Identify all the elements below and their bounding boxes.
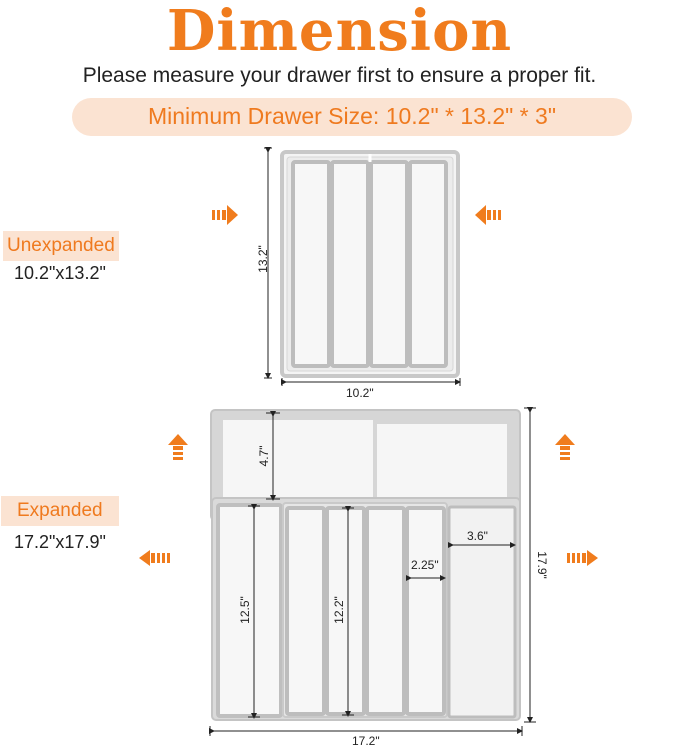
page-subtitle: Please measure your drawer first to ensure a proper fit. (82, 64, 597, 87)
page-title: Dimension (166, 0, 513, 64)
arrow-right-icon (567, 550, 598, 566)
arrow-left-icon (139, 550, 170, 566)
unexpanded-height-label: 13.2" (256, 245, 270, 273)
minimum-size-text: Minimum Drawer Size: 10.2" * 13.2" * 3" (148, 103, 556, 129)
expanded-height-label: 17.9" (535, 551, 549, 579)
expanded-left-compartment-label: 12.5" (238, 596, 252, 624)
arrow-right-icon (212, 205, 238, 225)
expanded-label: Expanded (1, 496, 119, 526)
unexpanded-size: 10.2"x13.2" (14, 263, 106, 283)
unexpanded-width-label: 10.2" (346, 386, 374, 400)
expanded-middle-compartment-label: 12.2" (332, 596, 346, 624)
unexpanded-label: Unexpanded (3, 231, 119, 261)
arrow-left-icon (475, 205, 501, 225)
expanded-top-section-label: 4.7" (257, 445, 271, 467)
expanded-size: 17.2"x17.9" (14, 532, 106, 552)
expanded-width-label: 17.2" (352, 734, 380, 748)
unexpanded-tray (264, 148, 460, 386)
expanded-side-slot-label: 3.6" (467, 529, 488, 543)
arrow-up-icon (168, 434, 188, 460)
expanded-narrow-slot-label: 2.25" (411, 558, 439, 572)
arrow-up-icon (555, 434, 575, 460)
